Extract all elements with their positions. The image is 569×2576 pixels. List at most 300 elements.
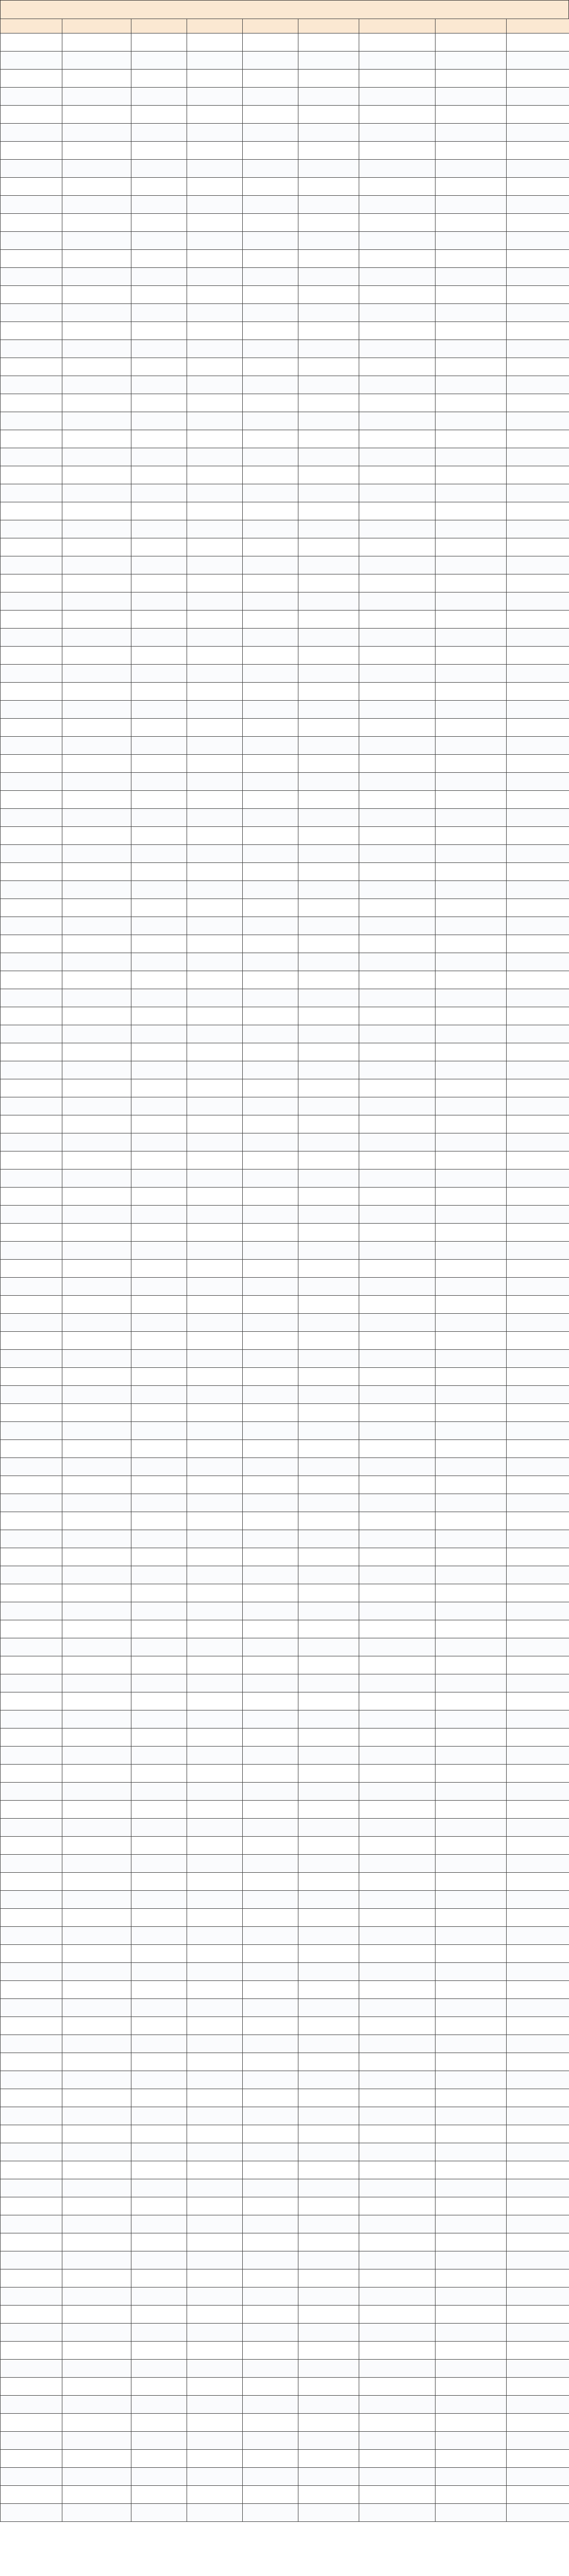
cell-value bbox=[359, 1007, 436, 1025]
cell-value bbox=[243, 1530, 298, 1548]
cell-value bbox=[243, 1963, 298, 1981]
cell-value bbox=[359, 1115, 436, 1133]
cell-value bbox=[243, 1873, 298, 1891]
cell-value bbox=[243, 2215, 298, 2233]
cell-value bbox=[298, 755, 359, 773]
cell-value bbox=[507, 1043, 569, 1061]
cell-value bbox=[131, 2107, 187, 2125]
cell-value bbox=[131, 2287, 187, 2306]
cell-value bbox=[243, 863, 298, 881]
cell-value bbox=[187, 376, 243, 394]
cell-value bbox=[187, 1963, 243, 1981]
cell-value bbox=[507, 809, 569, 827]
cell-value bbox=[243, 1278, 298, 1296]
cell-code bbox=[1, 2269, 62, 2287]
cell-value bbox=[187, 2414, 243, 2432]
table-row bbox=[1, 556, 569, 574]
cell-value bbox=[243, 1224, 298, 1242]
cell-code bbox=[1, 2342, 62, 2360]
cell-code bbox=[1, 1873, 62, 1891]
cell-value bbox=[187, 2071, 243, 2089]
table-row bbox=[1, 1494, 569, 1512]
cell-value bbox=[187, 989, 243, 1007]
cell-value bbox=[298, 1043, 359, 1061]
cell-value bbox=[359, 1855, 436, 1873]
cell-code bbox=[1, 1548, 62, 1566]
cell-value bbox=[131, 1801, 187, 1819]
cell-name bbox=[62, 2107, 131, 2125]
cell-value bbox=[359, 1927, 436, 1945]
table-row bbox=[1, 1819, 569, 1837]
cell-value bbox=[187, 322, 243, 340]
cell-value bbox=[436, 2378, 507, 2396]
table-row bbox=[1, 466, 569, 484]
cell-value bbox=[436, 1963, 507, 1981]
table-row bbox=[1, 1620, 569, 1638]
cell-value bbox=[359, 737, 436, 755]
cell-name bbox=[62, 1007, 131, 1025]
cell-value bbox=[243, 611, 298, 629]
cell-value bbox=[436, 2396, 507, 2414]
cell-value bbox=[436, 1188, 507, 1206]
cell-value bbox=[298, 214, 359, 232]
cell-name bbox=[62, 286, 131, 304]
cell-code bbox=[1, 971, 62, 989]
cell-value bbox=[187, 809, 243, 827]
cell-value bbox=[298, 502, 359, 520]
cell-value bbox=[243, 1747, 298, 1765]
cell-value bbox=[507, 214, 569, 232]
cell-value bbox=[187, 1891, 243, 1909]
cell-name bbox=[62, 827, 131, 845]
cell-value bbox=[131, 1602, 187, 1620]
cell-value bbox=[298, 412, 359, 430]
table-row bbox=[1, 1801, 569, 1819]
cell-value bbox=[298, 1584, 359, 1602]
cell-value bbox=[243, 773, 298, 791]
cell-name bbox=[62, 1530, 131, 1548]
cell-value bbox=[187, 1079, 243, 1097]
cell-value bbox=[507, 376, 569, 394]
cell-value bbox=[243, 2450, 298, 2468]
cell-value bbox=[359, 2324, 436, 2342]
cell-code bbox=[1, 2215, 62, 2233]
cell-value bbox=[436, 1350, 507, 1368]
cell-value bbox=[243, 809, 298, 827]
cell-value bbox=[131, 665, 187, 683]
cell-code bbox=[1, 1728, 62, 1747]
cell-name bbox=[62, 2396, 131, 2414]
cell-value bbox=[359, 827, 436, 845]
cell-code bbox=[1, 2251, 62, 2269]
cell-value bbox=[131, 2468, 187, 2486]
cell-name bbox=[62, 1278, 131, 1296]
cell-value bbox=[131, 160, 187, 178]
cell-value bbox=[131, 1314, 187, 1332]
cell-value bbox=[131, 1837, 187, 1855]
cell-code bbox=[1, 1242, 62, 1260]
cell-value bbox=[243, 106, 298, 124]
cell-value bbox=[243, 1801, 298, 1819]
cell-value bbox=[436, 1170, 507, 1188]
cell-value bbox=[507, 1530, 569, 1548]
cell-value bbox=[243, 1332, 298, 1350]
cell-value bbox=[131, 2215, 187, 2233]
cell-value bbox=[187, 1043, 243, 1061]
cell-value bbox=[436, 2143, 507, 2161]
cell-value bbox=[436, 1891, 507, 1909]
cell-value bbox=[359, 1404, 436, 1422]
cell-value bbox=[436, 935, 507, 953]
cell-code bbox=[1, 755, 62, 773]
cell-value bbox=[187, 1260, 243, 1278]
cell-value bbox=[131, 70, 187, 88]
cell-value bbox=[131, 484, 187, 502]
cell-code bbox=[1, 989, 62, 1007]
cell-value bbox=[359, 1945, 436, 1963]
cell-name bbox=[62, 1043, 131, 1061]
cell-value bbox=[507, 1170, 569, 1188]
cell-value bbox=[298, 1548, 359, 1566]
cell-value bbox=[436, 1656, 507, 1674]
cell-value bbox=[359, 2089, 436, 2107]
cell-value bbox=[359, 2450, 436, 2468]
table-row bbox=[1, 611, 569, 629]
cell-value bbox=[187, 520, 243, 538]
table-row bbox=[1, 33, 569, 52]
cell-code bbox=[1, 2504, 62, 2522]
cell-value bbox=[507, 1097, 569, 1115]
cell-value bbox=[187, 196, 243, 214]
cell-value bbox=[507, 1981, 569, 1999]
cell-name bbox=[62, 1133, 131, 1151]
cell-name bbox=[62, 592, 131, 611]
cell-name bbox=[62, 1404, 131, 1422]
cell-value bbox=[507, 178, 569, 196]
cell-value bbox=[436, 304, 507, 322]
table-row bbox=[1, 1476, 569, 1494]
cell-value bbox=[298, 268, 359, 286]
cell-value bbox=[359, 2396, 436, 2414]
cell-value bbox=[436, 2504, 507, 2522]
cell-code bbox=[1, 1133, 62, 1151]
cell-value bbox=[436, 1602, 507, 1620]
cell-value bbox=[298, 322, 359, 340]
cell-value bbox=[131, 1765, 187, 1783]
cell-value bbox=[436, 1945, 507, 1963]
cell-code bbox=[1, 1963, 62, 1981]
cell-value bbox=[359, 1638, 436, 1656]
cell-value bbox=[243, 1133, 298, 1151]
cell-name bbox=[62, 2342, 131, 2360]
cell-value bbox=[436, 1242, 507, 1260]
cell-value bbox=[507, 1278, 569, 1296]
cell-code bbox=[1, 88, 62, 106]
cell-value bbox=[187, 538, 243, 556]
cell-value bbox=[131, 33, 187, 52]
cell-value bbox=[298, 520, 359, 538]
cell-value bbox=[131, 1584, 187, 1602]
cell-value bbox=[298, 899, 359, 917]
cell-code bbox=[1, 2378, 62, 2396]
cell-value bbox=[298, 2342, 359, 2360]
cell-value bbox=[298, 1927, 359, 1945]
cell-value bbox=[436, 1728, 507, 1747]
cell-value bbox=[298, 2233, 359, 2251]
cell-value bbox=[131, 1386, 187, 1404]
cell-value bbox=[243, 2378, 298, 2396]
cell-value bbox=[436, 737, 507, 755]
cell-value bbox=[436, 1873, 507, 1891]
cell-value bbox=[436, 2035, 507, 2053]
cell-value bbox=[436, 1765, 507, 1783]
cell-value bbox=[436, 466, 507, 484]
table-row bbox=[1, 268, 569, 286]
cell-value bbox=[507, 1873, 569, 1891]
cell-name bbox=[62, 340, 131, 358]
cell-value bbox=[298, 1638, 359, 1656]
cell-value bbox=[131, 538, 187, 556]
table-row bbox=[1, 665, 569, 683]
cell-value bbox=[298, 2432, 359, 2450]
cell-value bbox=[436, 106, 507, 124]
cell-value bbox=[298, 611, 359, 629]
table-row bbox=[1, 1151, 569, 1170]
cell-value bbox=[298, 2251, 359, 2269]
table-row bbox=[1, 1079, 569, 1097]
cell-value bbox=[507, 1638, 569, 1656]
cell-value bbox=[359, 502, 436, 520]
table-row bbox=[1, 2306, 569, 2324]
cell-value bbox=[507, 2179, 569, 2197]
cell-value bbox=[243, 1512, 298, 1530]
cell-value bbox=[507, 647, 569, 665]
cell-value bbox=[131, 1981, 187, 1999]
cell-code bbox=[1, 2396, 62, 2414]
cell-value bbox=[187, 1656, 243, 1674]
cell-value bbox=[359, 1097, 436, 1115]
cell-value bbox=[507, 611, 569, 629]
cell-value bbox=[507, 1458, 569, 1476]
cell-value bbox=[187, 2161, 243, 2179]
cell-value bbox=[187, 1097, 243, 1115]
cell-value bbox=[359, 304, 436, 322]
cell-value bbox=[187, 1945, 243, 1963]
cell-value bbox=[298, 574, 359, 592]
cell-value bbox=[359, 1151, 436, 1170]
table-row bbox=[1, 1386, 569, 1404]
cell-value bbox=[243, 1242, 298, 1260]
cell-code bbox=[1, 1260, 62, 1278]
cell-value bbox=[507, 953, 569, 971]
cell-name bbox=[62, 1260, 131, 1278]
cell-value bbox=[131, 1278, 187, 1296]
cell-value bbox=[298, 1999, 359, 2017]
cell-value bbox=[131, 1224, 187, 1242]
cell-value bbox=[243, 917, 298, 935]
cell-value bbox=[507, 989, 569, 1007]
cell-value bbox=[243, 2468, 298, 2486]
cell-value bbox=[243, 1151, 298, 1170]
cell-value bbox=[507, 1386, 569, 1404]
cell-value bbox=[298, 142, 359, 160]
column-header-8 bbox=[436, 19, 507, 33]
table-body bbox=[1, 33, 569, 2522]
cell-name bbox=[62, 2251, 131, 2269]
cell-value bbox=[507, 1819, 569, 1837]
cell-code bbox=[1, 106, 62, 124]
cell-value bbox=[436, 1151, 507, 1170]
cell-value bbox=[359, 1692, 436, 1710]
cell-value bbox=[243, 1206, 298, 1224]
cell-value bbox=[436, 2342, 507, 2360]
cell-value bbox=[436, 1386, 507, 1404]
cell-value bbox=[507, 1368, 569, 1386]
cell-value bbox=[298, 1422, 359, 1440]
cell-value bbox=[131, 322, 187, 340]
cell-name bbox=[62, 304, 131, 322]
cell-value bbox=[359, 2342, 436, 2360]
cell-value bbox=[436, 899, 507, 917]
cell-value bbox=[507, 1927, 569, 1945]
table-row bbox=[1, 845, 569, 863]
cell-value bbox=[507, 250, 569, 268]
table-row bbox=[1, 1206, 569, 1224]
cell-value bbox=[243, 322, 298, 340]
cell-name bbox=[62, 70, 131, 88]
cell-value bbox=[298, 2017, 359, 2035]
cell-value bbox=[131, 412, 187, 430]
cell-value bbox=[359, 106, 436, 124]
cell-code bbox=[1, 1602, 62, 1620]
cell-code bbox=[1, 2432, 62, 2450]
cell-value bbox=[359, 2269, 436, 2287]
cell-value bbox=[187, 1278, 243, 1296]
table-row bbox=[1, 1873, 569, 1891]
cell-value bbox=[298, 1242, 359, 1260]
cell-value bbox=[359, 2035, 436, 2053]
cell-value bbox=[187, 1584, 243, 1602]
cell-code bbox=[1, 538, 62, 556]
table-row bbox=[1, 899, 569, 917]
cell-value bbox=[298, 1386, 359, 1404]
cell-value bbox=[187, 1873, 243, 1891]
cell-value bbox=[298, 2089, 359, 2107]
cell-value bbox=[131, 2017, 187, 2035]
cell-value bbox=[436, 1620, 507, 1638]
cell-value bbox=[359, 592, 436, 611]
cell-value bbox=[243, 1783, 298, 1801]
cell-value bbox=[131, 611, 187, 629]
cell-code bbox=[1, 1151, 62, 1170]
cell-name bbox=[62, 2378, 131, 2396]
cell-value bbox=[187, 250, 243, 268]
cell-value bbox=[298, 971, 359, 989]
cell-value bbox=[436, 1224, 507, 1242]
cell-value bbox=[187, 1025, 243, 1043]
cell-code bbox=[1, 683, 62, 701]
cell-value bbox=[298, 845, 359, 863]
cell-code bbox=[1, 1765, 62, 1783]
cell-value bbox=[359, 88, 436, 106]
cell-value bbox=[243, 1097, 298, 1115]
cell-name bbox=[62, 1602, 131, 1620]
cell-value bbox=[359, 1422, 436, 1440]
cell-value bbox=[507, 1079, 569, 1097]
cell-value bbox=[359, 1079, 436, 1097]
cell-code bbox=[1, 1422, 62, 1440]
cell-value bbox=[359, 1332, 436, 1350]
cell-value bbox=[298, 196, 359, 214]
cell-name bbox=[62, 845, 131, 863]
cell-value bbox=[131, 1260, 187, 1278]
cell-value bbox=[359, 358, 436, 376]
cell-value bbox=[507, 2017, 569, 2035]
cell-value bbox=[131, 2071, 187, 2089]
cell-value bbox=[507, 1404, 569, 1422]
cell-name bbox=[62, 1296, 131, 1314]
cell-value bbox=[131, 755, 187, 773]
cell-value bbox=[507, 2306, 569, 2324]
cell-value bbox=[507, 1151, 569, 1170]
table-row bbox=[1, 88, 569, 106]
cell-value bbox=[298, 2450, 359, 2468]
cell-value bbox=[507, 2342, 569, 2360]
cell-value bbox=[131, 1151, 187, 1170]
cell-value bbox=[187, 1909, 243, 1927]
cell-value bbox=[298, 2360, 359, 2378]
cell-value bbox=[243, 737, 298, 755]
cell-value bbox=[243, 232, 298, 250]
cell-value bbox=[507, 1999, 569, 2017]
cell-value bbox=[507, 574, 569, 592]
cell-value bbox=[507, 2125, 569, 2143]
table-row bbox=[1, 2251, 569, 2269]
cell-value bbox=[243, 2143, 298, 2161]
cell-name bbox=[62, 2360, 131, 2378]
cell-value bbox=[243, 1891, 298, 1909]
cell-value bbox=[243, 989, 298, 1007]
cell-value bbox=[436, 1855, 507, 1873]
cell-value bbox=[298, 70, 359, 88]
cell-value bbox=[298, 917, 359, 935]
cell-value bbox=[187, 2089, 243, 2107]
cell-code bbox=[1, 592, 62, 611]
cell-value bbox=[436, 124, 507, 142]
table-row bbox=[1, 773, 569, 791]
cell-code bbox=[1, 1783, 62, 1801]
cell-value bbox=[298, 2161, 359, 2179]
table-row bbox=[1, 2233, 569, 2251]
cell-value bbox=[298, 2287, 359, 2306]
table-row bbox=[1, 1999, 569, 2017]
cell-code bbox=[1, 2233, 62, 2251]
cell-value bbox=[187, 2486, 243, 2504]
cell-name bbox=[62, 2017, 131, 2035]
cell-value bbox=[359, 2071, 436, 2089]
cell-value bbox=[359, 448, 436, 466]
cell-value bbox=[243, 2360, 298, 2378]
cell-value bbox=[187, 899, 243, 917]
table-row bbox=[1, 214, 569, 232]
cell-value bbox=[507, 1260, 569, 1278]
cell-value bbox=[298, 2468, 359, 2486]
cell-value bbox=[187, 1404, 243, 1422]
cell-value bbox=[298, 1963, 359, 1981]
cell-value bbox=[507, 322, 569, 340]
cell-value bbox=[131, 701, 187, 719]
cell-value bbox=[298, 178, 359, 196]
